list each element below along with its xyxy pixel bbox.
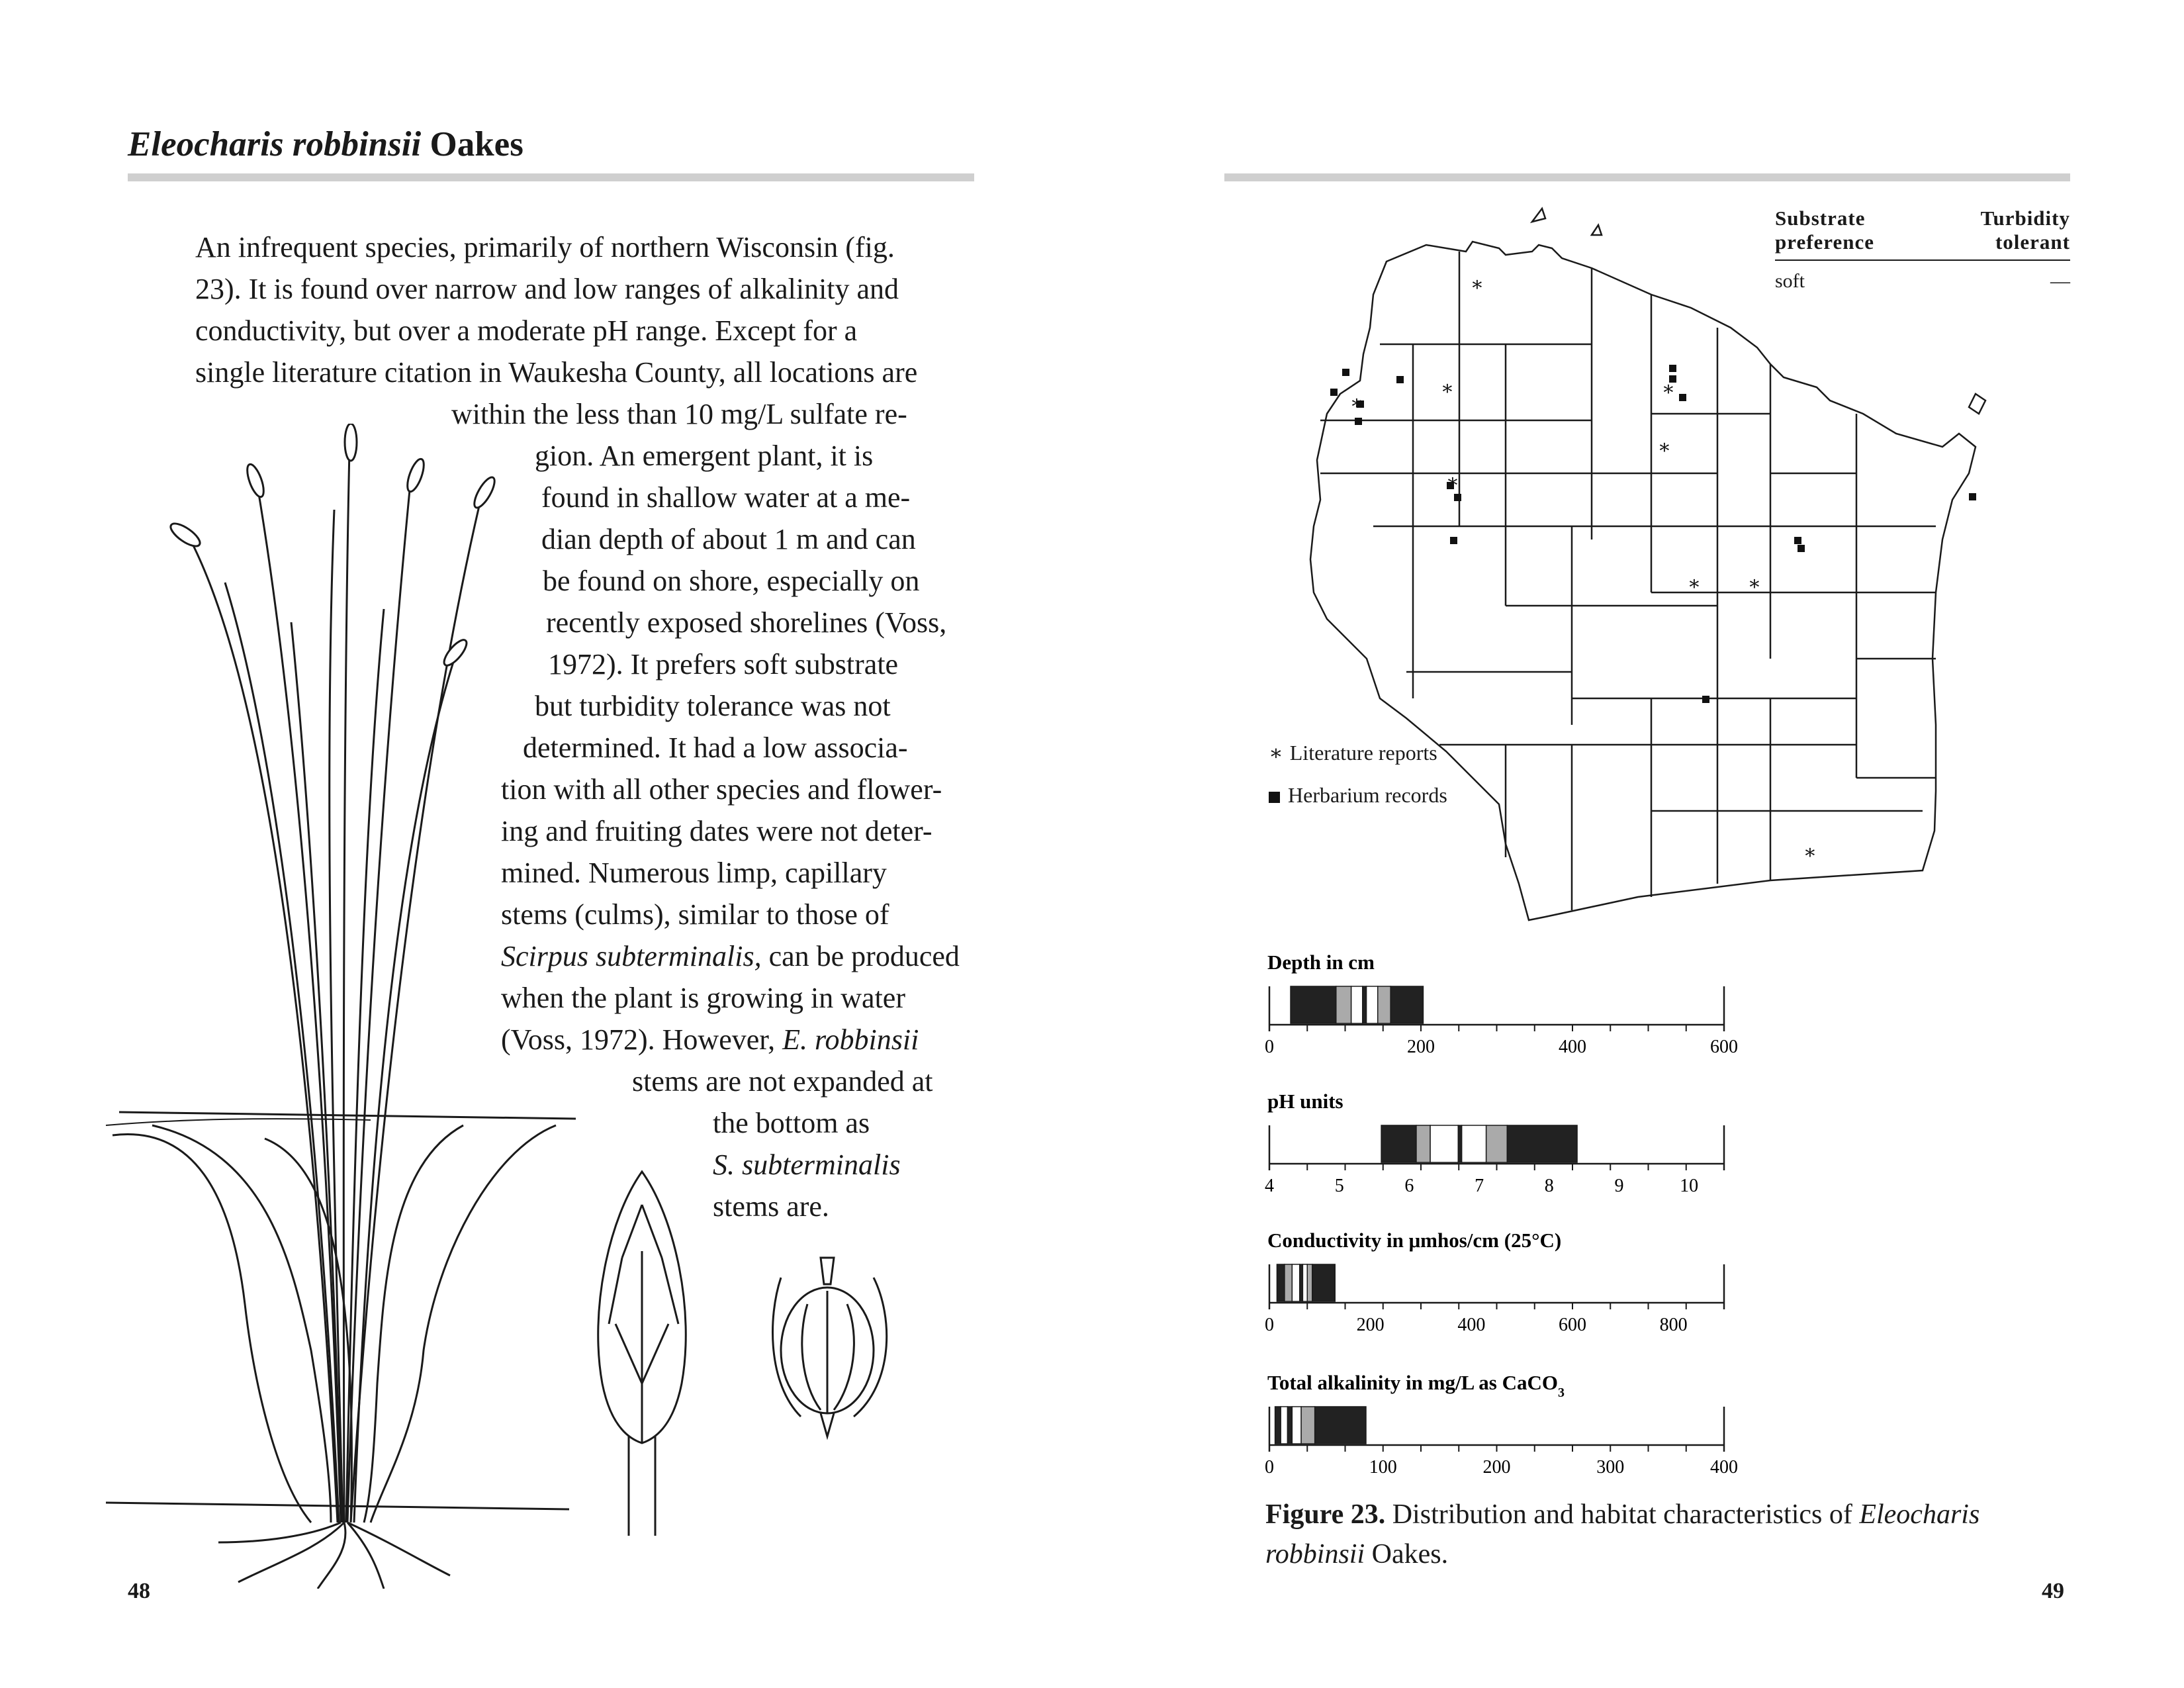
- range-segment: [1430, 1125, 1458, 1162]
- text-line: but turbidity tolerance was not: [535, 690, 891, 722]
- tick-label: 800: [1659, 1315, 1688, 1335]
- text-line: when the plant is growing in water: [501, 982, 905, 1014]
- range-segment: [1287, 1407, 1292, 1444]
- range-segment: [1281, 1407, 1287, 1444]
- tick-label: 0: [1265, 1457, 1274, 1477]
- range-segment: [1275, 1407, 1281, 1444]
- text-fragment: can be produced: [768, 940, 960, 972]
- range-segment: [1292, 1407, 1301, 1444]
- legend-literature-label: Literature reports: [1289, 741, 1437, 765]
- tick-label: 10: [1680, 1176, 1699, 1196]
- substrate-header-line2: preference: [1775, 230, 1874, 254]
- range-segment: [1462, 1125, 1486, 1162]
- legend-herbarium-label: Herbarium records: [1288, 783, 1447, 807]
- range-segment: [1507, 1125, 1577, 1162]
- range-segment: [1285, 1264, 1292, 1301]
- text-line: the bottom as: [713, 1107, 870, 1139]
- range-segment: [1416, 1125, 1430, 1162]
- tick-label: 400: [1457, 1315, 1486, 1335]
- literature-markers: [1350, 273, 1817, 863]
- asterisk-icon: ∗: [1269, 741, 1283, 765]
- tick-label: 600: [1559, 1315, 1586, 1335]
- tick-label: 400: [1710, 1457, 1738, 1477]
- substrate-value: soft: [1775, 270, 1805, 292]
- text-line: tion with all other species and flower-: [501, 773, 942, 806]
- tick-label: 200: [1407, 1037, 1435, 1057]
- tick-label: 0: [1265, 1037, 1274, 1057]
- range-segment: [1315, 1407, 1366, 1444]
- svg-text:∗: ∗: [1661, 378, 1676, 400]
- tick-label: 8: [1544, 1176, 1554, 1196]
- text-line: 1972). It prefers soft substrate: [548, 648, 899, 680]
- habitat-range-charts: [1251, 947, 1780, 1496]
- title-author: Oakes: [430, 125, 523, 164]
- caption-species: Eleocharis robbinsii: [1265, 1499, 1980, 1570]
- tick-label: 100: [1369, 1457, 1397, 1477]
- tick-label: 200: [1356, 1315, 1385, 1335]
- svg-text:∗: ∗: [1687, 573, 1702, 594]
- tick-label: 7: [1475, 1176, 1484, 1196]
- range-segment: [1381, 1125, 1416, 1162]
- range-segment: [1378, 986, 1390, 1023]
- tick-label: 4: [1265, 1176, 1274, 1196]
- page-number-left: 48: [128, 1579, 150, 1603]
- legend-herbarium: [1269, 783, 1447, 808]
- italic-term-e-robbinsii: E. robbinsii: [782, 1023, 919, 1056]
- text-line: mined. Numerous limp, capillary: [501, 857, 887, 889]
- tick-label: 300: [1596, 1457, 1625, 1477]
- svg-text:∗: ∗: [1803, 841, 1817, 863]
- tick-label: 9: [1614, 1176, 1624, 1196]
- range-segment: [1291, 986, 1336, 1023]
- page-number-right: 49: [2042, 1579, 2064, 1603]
- svg-text:∗: ∗: [1470, 273, 1484, 295]
- text-line: recently exposed shorelines (Voss,: [546, 606, 947, 639]
- range-segment: [1390, 986, 1423, 1023]
- range-segment: [1312, 1264, 1335, 1301]
- svg-text:∗: ∗: [1440, 377, 1455, 399]
- chart-title: Depth in cm: [1267, 951, 1375, 974]
- text-line: 23). It is found over narrow and low ranges of alkalinity and: [195, 273, 899, 305]
- figure-caption: [1265, 1495, 2060, 1574]
- range-segment: [1336, 986, 1351, 1023]
- substrate-header-line1: Substrate: [1775, 207, 1866, 230]
- svg-text:∗: ∗: [1349, 392, 1364, 414]
- caption-author: Oakes.: [1371, 1539, 1449, 1570]
- square-marker-icon: [1269, 792, 1280, 803]
- tick-label: 400: [1559, 1037, 1586, 1057]
- chart-title: pH units: [1267, 1090, 1343, 1113]
- turbidity-header-line2: tolerant: [1995, 230, 2070, 254]
- range-segment: [1486, 1125, 1508, 1162]
- text-line: single literature citation in Waukesha County, all locations are: [195, 356, 918, 389]
- tick-label: 0: [1265, 1315, 1274, 1335]
- turbidity-value: —: [2050, 270, 2070, 292]
- caption-text: Distribution and habitat characteristics of: [1392, 1499, 1852, 1530]
- range-segment: [1351, 986, 1363, 1023]
- text-fragment: (Voss, 1972). However,: [501, 1023, 776, 1056]
- title-rule-right: [1224, 173, 2070, 181]
- text-line: stems are not expanded at: [632, 1065, 933, 1098]
- chart-title: Conductivity in μmhos/cm (25°C): [1267, 1229, 1562, 1252]
- range-segment: [1307, 1264, 1312, 1301]
- text-line: conductivity, but over a moderate pH range. Except for a: [195, 314, 858, 347]
- text-line: An infrequent species, primarily of northern Wisconsin (fig.: [195, 231, 895, 263]
- text-line: be found on shore, especially on: [543, 565, 920, 597]
- italic-term-scirpus: Scirpus subterminalis,: [501, 940, 762, 972]
- achene-detail-illustration: [761, 1251, 900, 1443]
- herbarium-markers: [1330, 365, 1976, 703]
- svg-text:∗: ∗: [1445, 471, 1460, 492]
- text-line: ing and fruiting dates were not deter-: [501, 815, 933, 847]
- text-line: determined. It had a low associa-: [523, 731, 908, 764]
- spikelet-detail-illustration: [582, 1165, 702, 1536]
- range-segment: [1292, 1264, 1299, 1301]
- svg-text:∗: ∗: [1747, 573, 1762, 594]
- tick-label: 200: [1482, 1457, 1511, 1477]
- chart-title: Total alkalinity in mg/L as CaCO$_3$: [1267, 1371, 1565, 1400]
- wisconsin-distribution-map: [1307, 195, 2002, 930]
- legend-literature: [1269, 740, 1437, 765]
- plant-illustration: [93, 424, 596, 1589]
- range-segment: [1458, 1125, 1461, 1162]
- text-line: stems are.: [713, 1190, 829, 1223]
- text-line: dian depth of about 1 m and can: [541, 523, 916, 555]
- svg-text:∗: ∗: [1657, 436, 1672, 458]
- text-line: stems (culms), similar to those of: [501, 898, 889, 931]
- range-segment: [1367, 986, 1378, 1023]
- text-line: within the less than 10 mg/L sulfate re-: [451, 398, 907, 430]
- text-line: gion. An emergent plant, it is: [535, 440, 874, 472]
- tick-label: 5: [1334, 1176, 1344, 1196]
- range-segment: [1277, 1264, 1284, 1301]
- range-segment: [1363, 986, 1367, 1023]
- range-segment: [1301, 1407, 1315, 1444]
- tick-label: 6: [1404, 1176, 1414, 1196]
- text-line: found in shallow water at a me-: [541, 481, 911, 514]
- range-segment: [1302, 1264, 1307, 1301]
- caption-figure-label: Figure 23.: [1265, 1499, 1386, 1530]
- text-line: [713, 1144, 901, 1186]
- italic-term-s-subterminalis: S. subterminalis: [713, 1149, 901, 1181]
- title-scientific-name: Eleocharis robbinsii: [128, 125, 422, 164]
- turbidity-header-line1: Turbidity: [1980, 207, 2070, 230]
- tick-label: 600: [1710, 1037, 1738, 1057]
